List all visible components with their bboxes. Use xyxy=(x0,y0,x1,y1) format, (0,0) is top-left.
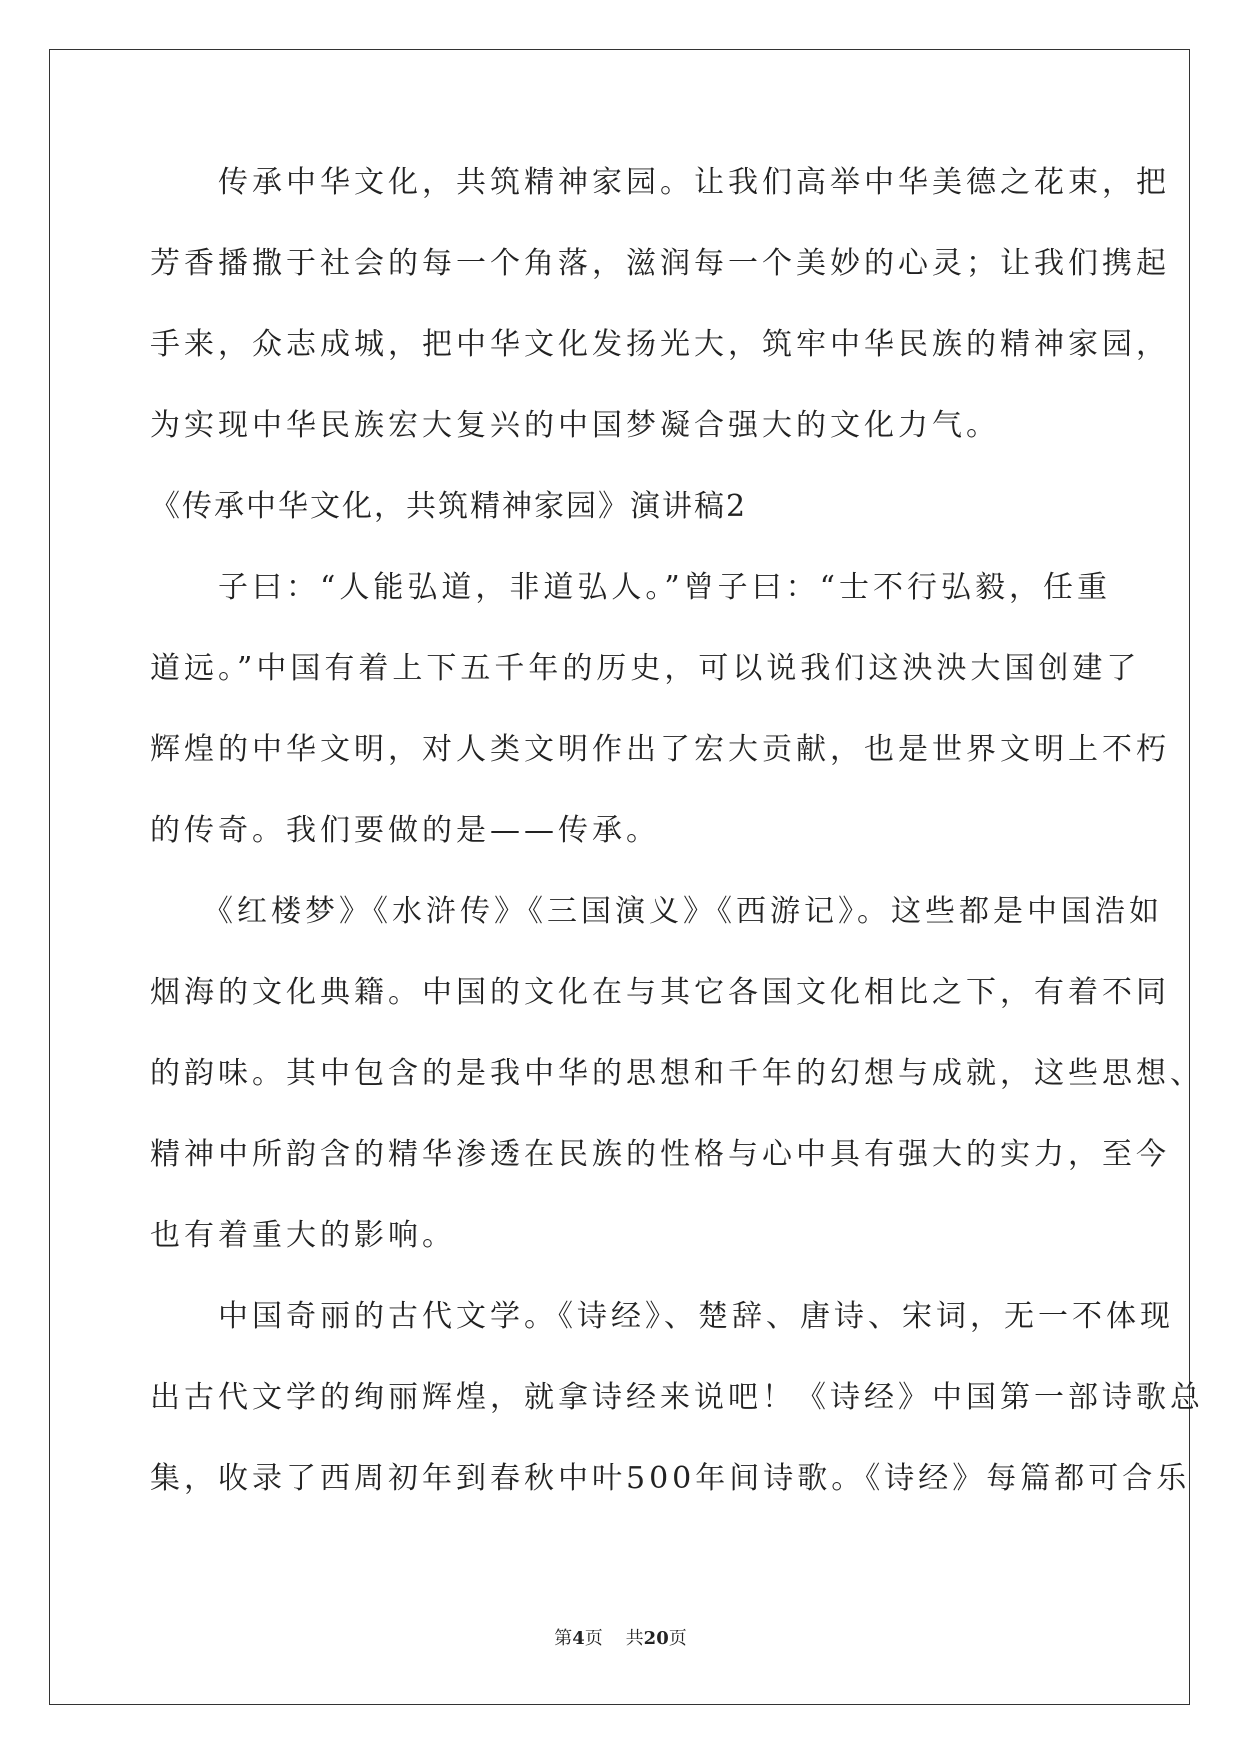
paragraph-line: 出古代文学的绚丽辉煌，就拿诗经来说吧！《诗经》中国第一部诗歌总 xyxy=(150,1380,1204,1415)
total-page-count: 20 xyxy=(643,1628,669,1649)
paragraph-line: 辉煌的中华文明，对人类文明作出了宏大贡献，也是世界文明上不朽 xyxy=(150,732,1170,767)
paragraph-line: 道远。”中国有着上下五千年的历史，可以说我们这泱泱大国创建了 xyxy=(150,651,1141,686)
paragraph-line: 为实现中华民族宏大复兴的中国梦凝合强大的文化力气。 xyxy=(150,408,1000,443)
paragraph-line: 《红楼梦》《水浒传》《三国演义》《西游记》。这些都是中国浩如 xyxy=(150,894,1163,929)
footer-total-prefix: 共 xyxy=(625,1628,644,1649)
paragraph-line: 的韵味。其中包含的是我中华的思想和千年的幻想与成就，这些思想、 xyxy=(150,1056,1204,1091)
paragraph-line: 传承中华文化，共筑精神家园。让我们高举中华美德之花束，把 xyxy=(150,165,1170,200)
paragraph-line: 的传奇。我们要做的是——传承。 xyxy=(150,813,660,848)
paragraph-line: 精神中所韵含的精华渗透在民族的性格与心中具有强大的实力，至今 xyxy=(150,1137,1170,1172)
footer-page-suffix: 页 xyxy=(584,1628,603,1649)
footer-prefix: 第 xyxy=(554,1628,573,1649)
paragraph-line: 芳香播撒于社会的每一个角落，滋润每一个美妙的心灵；让我们携起 xyxy=(150,246,1170,281)
paragraph-line: 集，收录了西周初年到春秋中叶500年间诗歌。《诗经》每篇都可合乐 xyxy=(150,1461,1191,1496)
section-title: 《传承中华文化，共筑精神家园》演讲稿2 xyxy=(150,489,748,524)
paragraph-line: 子曰：“人能弘道，非道弘人。”曾子曰：“士不行弘毅，任重 xyxy=(150,570,1112,605)
page-footer xyxy=(0,1624,1241,1650)
footer-total-suffix: 页 xyxy=(668,1628,687,1649)
paragraph-line: 烟海的文化典籍。中国的文化在与其它各国文化相比之下，有着不同 xyxy=(150,975,1170,1010)
paragraph-line: 中国奇丽的古代文学。《诗经》、楚辞、唐诗、宋词，无一不体现 xyxy=(150,1299,1174,1334)
document-body xyxy=(150,160,1204,1537)
current-page-number: 4 xyxy=(572,1628,585,1649)
paragraph-line: 手来，众志成城，把中华文化发扬光大，筑牢中华民族的精神家园， xyxy=(150,327,1170,362)
paragraph-line: 也有着重大的影响。 xyxy=(150,1218,456,1253)
